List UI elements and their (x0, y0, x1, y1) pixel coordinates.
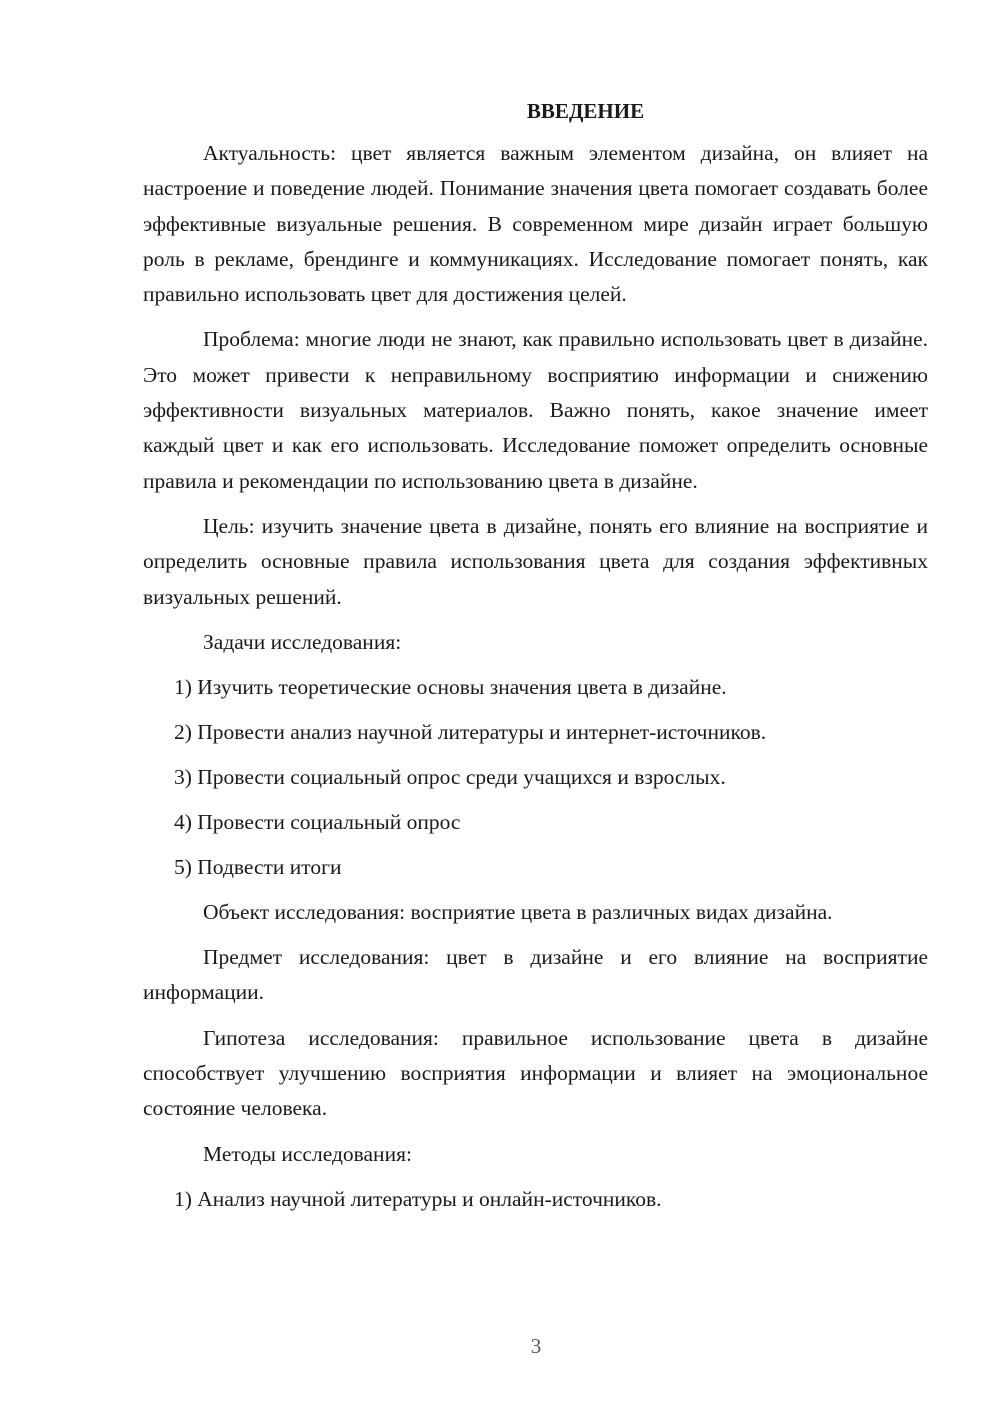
tasks-heading: Задачи исследования: (203, 629, 402, 654)
task-item-5: 5) Подвести итоги (174, 854, 342, 879)
methods-heading: Методы исследования: (203, 1141, 412, 1166)
page-title: ВВЕДЕНИЕ (526, 99, 645, 123)
task-item-3: 3) Провести социальный опрос среди учащихся и взрослых. (174, 764, 726, 789)
task-item-4: 4) Провести социальный опрос (174, 809, 461, 834)
page-content (143, 96, 928, 1227)
method-item-1: 1) Анализ научной литературы и онлайн-источников. (174, 1186, 662, 1211)
task-item-1: 1) Изучить теоретические основы значения цвета в дизайне. (174, 674, 727, 699)
relevance-paragraph: Актуальность: цвет является важным элементом дизайна, он влияет на настроение и поведение людей. Понимание значения цвета помогает создавать более эффективные визуальные решения. В современном мире дизайн играет большую роль в рекламе, брендинге и коммуникациях. Исследование помогает понять, как правильно использовать цвет для достижения целей. (143, 141, 928, 307)
task-item-2: 2) Провести анализ научной литературы и интернет-источников. (174, 719, 767, 744)
hypothesis-paragraph: Гипотеза исследования: правильное использование цвета в дизайне способствует улучшению восприятия информации и влияет на эмоциональное состояние человека. (143, 1025, 928, 1121)
problem-paragraph: Проблема: многие люди не знают, как правильно использовать цвет в дизайне. Это может привести к неправильному восприятию информации и снижению эффективности визуальных материалов. Важно понять, какое значение имеет каждый цвет и как его использовать. Исследование поможет определить основные правила и рекомендации по использованию цвета в дизайне. (143, 327, 928, 493)
subject-paragraph: Предмет исследования: цвет в дизайне и его влияние на восприятие информации. (143, 945, 928, 1005)
page-number: 3 (530, 1334, 542, 1358)
goal-paragraph: Цель: изучить значение цвета в дизайне, понять его влияние на восприятие и определить основные правила использования цвета для создания эффективных визуальных решений. (143, 513, 928, 609)
object-paragraph: Объект исследования: восприятие цвета в различных видах дизайна. (203, 899, 833, 924)
